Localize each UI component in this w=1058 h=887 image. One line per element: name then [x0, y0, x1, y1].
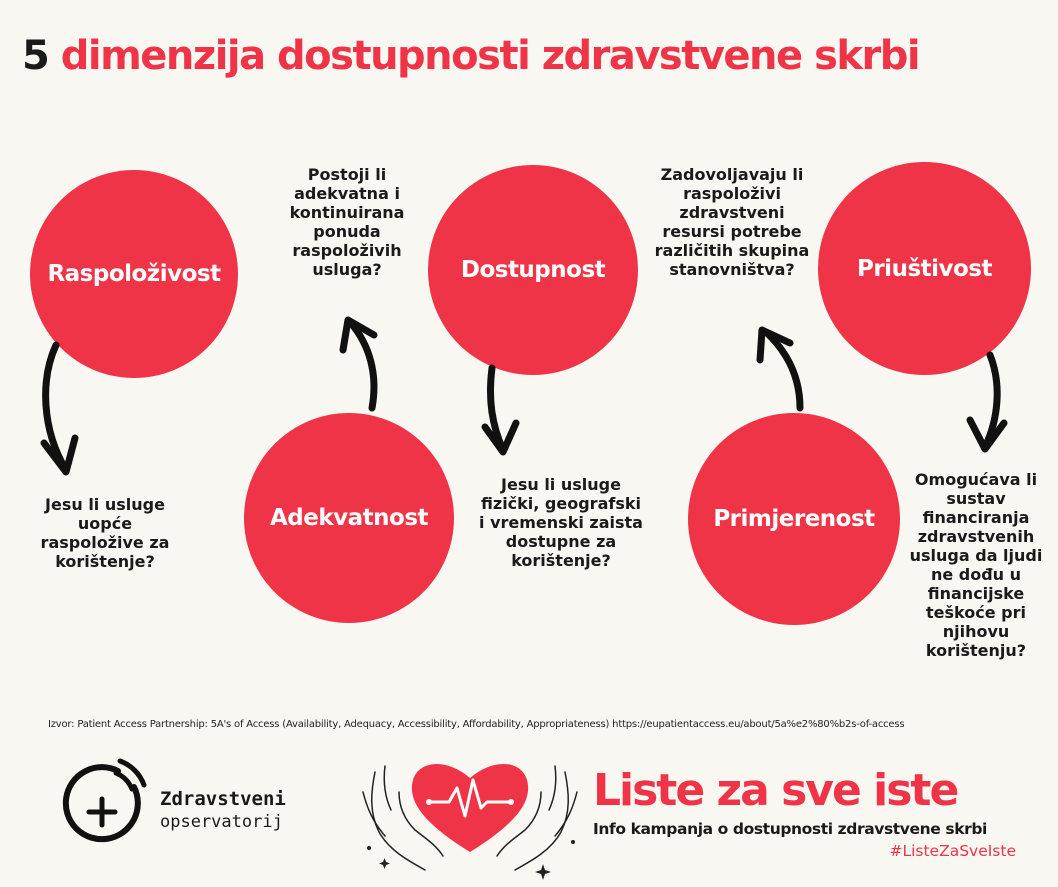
campaign-subtitle: Info kampanja o dostupnosti zdravstvene skrbi — [593, 820, 987, 838]
hands-heart-icon — [355, 752, 585, 882]
organization-subtitle: opservatorij — [160, 812, 283, 832]
campaign-title: Liste za sve iste — [593, 765, 958, 816]
arrow-up-icon — [343, 320, 374, 408]
arrow-up-icon — [760, 330, 800, 408]
heartbeat-icon — [412, 764, 528, 852]
question-primjerenost: Zadovoljavaju li raspoloživi zdravstveni resursi potrebe različitih skupina stanovništva? — [654, 165, 810, 279]
title-text: dimenzija dostupnosti zdravstvene skrbi — [60, 33, 920, 79]
arrow-down-icon — [970, 355, 1004, 449]
source-note: Izvor: Patient Access Partnership: 5A's of Access (Availability, Adequacy, Accessibility, Affordability, Appropriateness) https://eupatientaccess.eu/about/5a%e2%80%b2s-of-access — [48, 719, 905, 730]
title-number: 5 — [22, 33, 49, 79]
circle-adekvatnost: Adekvatnost — [244, 413, 454, 623]
question-adekvatnost: Postoji li adekvatna i kontinuirana ponuda raspoloživih usluga? — [289, 165, 405, 279]
question-priustivost: Omogućava li sustav financiranja zdravstvenih usluga da ljudi ne dođu u financijske teškoće pri njihovu korištenju? — [909, 470, 1043, 660]
circle-priustivost: Priuštivost — [818, 162, 1031, 375]
arrow-down-icon — [44, 345, 75, 472]
arrow-down-icon — [485, 368, 516, 452]
circle-primjerenost: Primjerenost — [688, 413, 900, 625]
question-raspolozivost: Jesu li usluge uopće raspoložive za korištenje? — [40, 495, 170, 571]
organization-name: Zdravstveni — [160, 788, 286, 810]
campaign-hashtag: #ListeZaSveIste — [889, 842, 1016, 860]
plus-signal-logo-icon — [60, 755, 150, 845]
circle-raspolozivost: Raspoloživost — [30, 170, 238, 378]
circle-dostupnost: Dostupnost — [428, 165, 638, 375]
question-dostupnost: Jesu li usluge fizički, geografski i vremenski zaista dostupne za korištenje? — [479, 475, 643, 570]
